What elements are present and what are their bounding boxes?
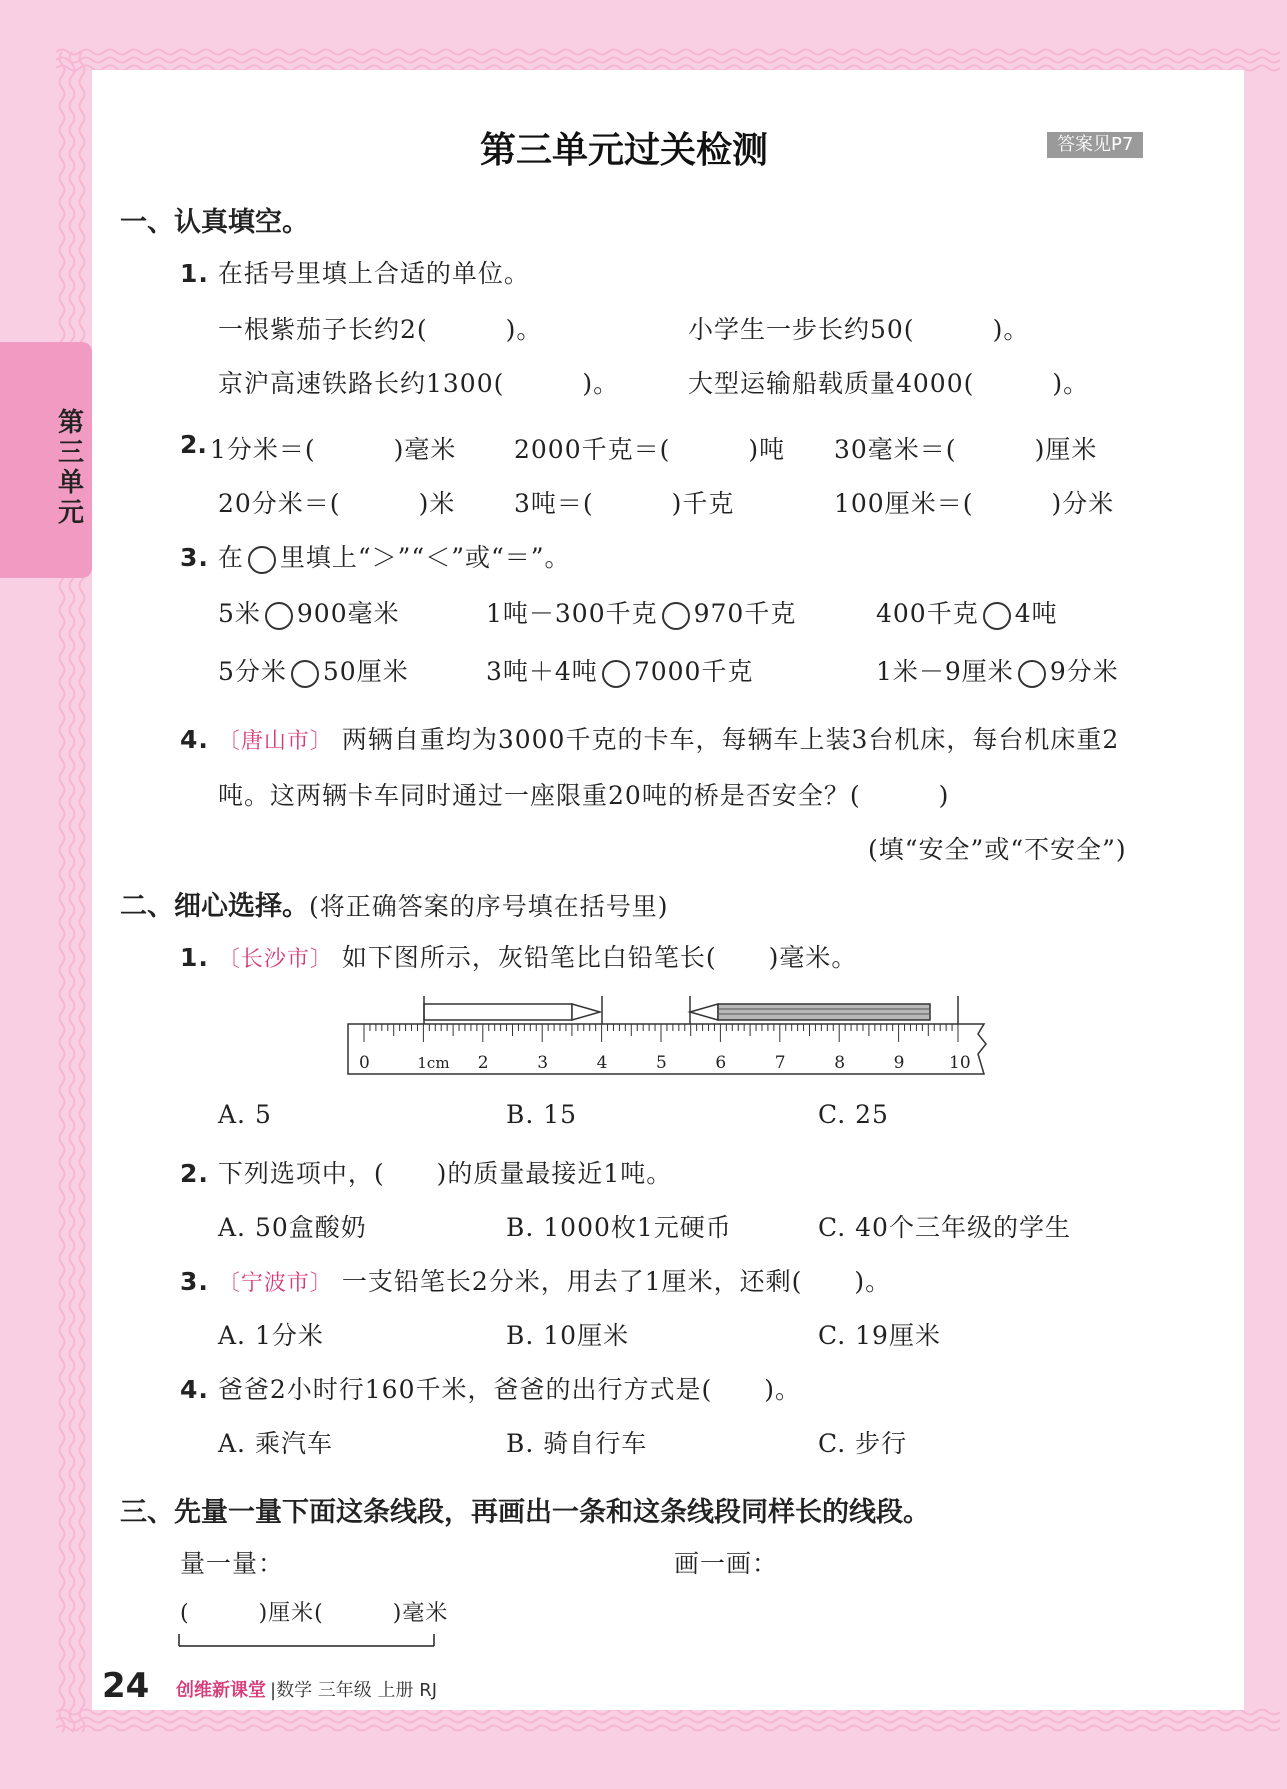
p1-q1-text: 在括号里填上合适的单位。	[217, 259, 530, 288]
compare-item	[876, 594, 1058, 630]
p1-q2-item: 30毫米＝( )厘米	[834, 435, 1098, 464]
brand-name: 创维新课堂	[176, 1680, 266, 1701]
p1-q3	[180, 538, 571, 574]
p1-q4-num: 4.	[180, 725, 209, 754]
side-tab-label: 第三单元	[58, 408, 85, 528]
answer-circle[interactable]	[602, 660, 630, 688]
part1-heading: 一、认真填空。	[120, 207, 309, 238]
ruler-label: 7	[774, 1053, 786, 1073]
compare-right: 4吨	[1014, 599, 1058, 628]
ruler-label: 8	[834, 1053, 846, 1073]
book-info: 数学 三年级 上册 RJ	[276, 1680, 438, 1701]
option[interactable]: A. 1分米	[218, 1321, 324, 1350]
compare-item	[218, 594, 400, 630]
compare-right: 7000千克	[633, 657, 754, 686]
part2-heading-row	[120, 884, 669, 923]
p2-q3-num: 3.	[180, 1267, 209, 1296]
p1-q1-item: 小学生一步长约50( )。	[688, 315, 1030, 344]
source-tag: 〔唐山市〕	[217, 729, 333, 754]
p2-q1	[180, 938, 857, 974]
p1-q2-num: 2.	[180, 430, 207, 459]
answer-circle[interactable]	[265, 602, 293, 630]
source-tag: 〔长沙市〕	[217, 947, 333, 972]
p2-q4-num: 4.	[180, 1375, 209, 1404]
p1-q4	[180, 720, 1119, 756]
footer-divider: |	[270, 1680, 277, 1701]
option[interactable]: B. 1000枚1元硬币	[506, 1213, 732, 1242]
p1-q1-num: 1.	[180, 259, 209, 288]
answer-circle[interactable]	[983, 602, 1011, 630]
option[interactable]: A. 乘汽车	[218, 1429, 333, 1458]
ruler-figure	[346, 990, 996, 1090]
ruler-label: 5	[656, 1053, 667, 1073]
option[interactable]: C. 25	[818, 1100, 889, 1129]
p1-q1-item: 一根紫茄子长约2( )。	[218, 315, 543, 344]
p1-q2-item: 100厘米＝( )分米	[834, 489, 1115, 518]
measure-label: 量一量：	[180, 1549, 285, 1578]
p1-q4-line2: 吨。这两辆卡车同时通过一座限重20吨的桥是否安全？( )	[218, 781, 950, 810]
p1-q3-text-b: 里填上“＞”“＜”或“＝”。	[279, 543, 571, 572]
option[interactable]: A. 5	[218, 1100, 272, 1129]
compare-left: 1吨－300千克	[486, 599, 658, 628]
compare-left: 3吨＋4吨	[486, 657, 598, 686]
p2-q3	[180, 1262, 891, 1298]
answer-circle[interactable]	[1018, 660, 1046, 688]
p2-q4	[180, 1370, 801, 1406]
compare-right: 50厘米	[322, 657, 409, 686]
compare-right: 970千克	[693, 599, 797, 628]
ruler-label: 3	[537, 1053, 549, 1073]
page-title: 第三单元过关检测	[480, 130, 769, 171]
ruler-label: 4	[596, 1053, 608, 1073]
compare-right: 9分米	[1049, 657, 1119, 686]
compare-item	[486, 652, 753, 688]
option[interactable]: B. 15	[506, 1100, 578, 1129]
answer-circle[interactable]	[662, 602, 690, 630]
p2-q2-text: 下列选项中，( )的质量最接近1吨。	[217, 1159, 673, 1188]
draw-label: 画一画：	[674, 1549, 779, 1578]
ruler-label: 10	[949, 1053, 971, 1073]
compare-left: 1米－9厘米	[876, 657, 1014, 686]
p2-q2-num: 2.	[180, 1159, 209, 1188]
p1-q2-item: 2000千克＝( )吨	[514, 435, 786, 464]
ruler-label: 0	[359, 1053, 370, 1073]
ruler-label: 6	[715, 1053, 727, 1073]
compare-left: 5米	[218, 599, 261, 628]
p1-q1-item: 京沪高速铁路长约1300( )。	[218, 369, 620, 398]
answer-circle[interactable]	[291, 660, 319, 688]
compare-item	[876, 652, 1119, 688]
line-segment	[176, 1630, 438, 1652]
p1-q1	[180, 254, 530, 290]
compare-right: 900毫米	[296, 599, 400, 628]
option[interactable]: C. 40个三年级的学生	[818, 1213, 1071, 1242]
p2-q1-num: 1.	[180, 943, 209, 972]
option[interactable]: C. 19厘米	[818, 1321, 941, 1350]
p2-q1-text: 如下图所示，灰铅笔比白铅笔长( )毫米。	[341, 943, 858, 972]
answer-reference: 答案见P7	[1047, 132, 1143, 158]
ruler-label: 1cm	[417, 1054, 450, 1072]
white-pencil	[424, 996, 602, 1026]
p2-q2	[180, 1154, 672, 1190]
part2-heading-note: (将正确答案的序号填在括号里)	[309, 892, 669, 921]
option[interactable]: B. 骑自行车	[506, 1429, 648, 1458]
ruler-label: 9	[893, 1053, 905, 1073]
p1-q2-item: 3吨＝( )千克	[514, 489, 735, 518]
source-tag: 〔宁波市〕	[217, 1271, 333, 1296]
footer-meta	[176, 1676, 437, 1702]
compare-left: 400千克	[876, 599, 979, 628]
compare-left: 5分米	[218, 657, 287, 686]
p2-q4-text: 爸爸2小时行160千米，爸爸的出行方式是( )。	[217, 1375, 801, 1404]
p2-q3-text: 一支铅笔长2分米，用去了1厘米，还剩( )。	[341, 1267, 892, 1296]
part3-heading: 三、先量一量下面这条线段，再画出一条和这条线段同样长的线段。	[120, 1497, 930, 1528]
option[interactable]: C. 步行	[818, 1429, 908, 1458]
gray-pencil	[690, 996, 958, 1026]
p1-q2-item: 20分米＝( )米	[218, 489, 456, 518]
p1-q4-hint: (填“安全”或“不安全”)	[868, 835, 1127, 864]
option[interactable]: B. 10厘米	[506, 1321, 630, 1350]
p1-q4-line1: 两辆自重均为3000千克的卡车，每辆车上装3台机床，每台机床重2	[341, 725, 1120, 754]
compare-item	[218, 652, 409, 688]
p1-q3-num: 3.	[180, 543, 209, 572]
p1-q3-text-a: 在	[217, 543, 244, 572]
p1-q2-item: 1分米＝( )毫米	[210, 435, 457, 464]
option[interactable]: A. 50盒酸奶	[218, 1213, 367, 1242]
compare-item	[486, 594, 796, 630]
p1-q1-item: 大型运输船载质量4000( )。	[688, 369, 1090, 398]
part2-heading: 二、细心选择。	[120, 891, 309, 922]
page-number: 24	[102, 1666, 150, 1706]
ruler-label: 2	[477, 1053, 489, 1073]
circle-icon	[248, 546, 276, 574]
measure-answer: ( )厘米( )毫米	[180, 1601, 449, 1626]
